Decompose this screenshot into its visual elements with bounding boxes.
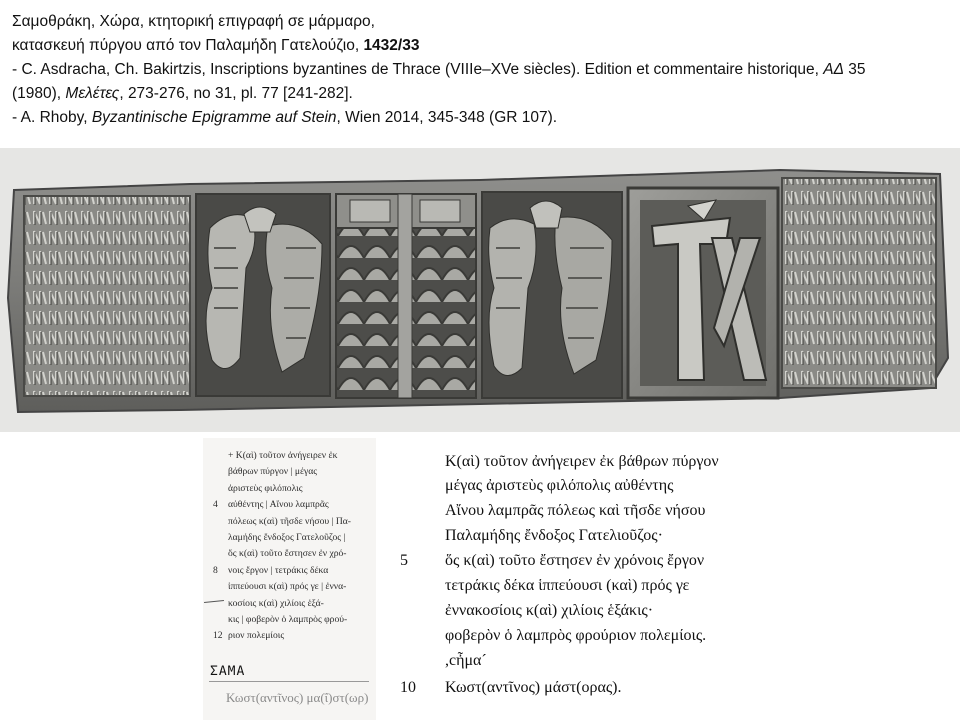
- marble-slab-drawing: [0, 148, 960, 432]
- reference-2-author: - A. Rhoby,: [12, 109, 92, 126]
- scan-line-text: ὅς κ(αὶ) τοῦτο ἔστησεν ἐν χρό-: [228, 548, 347, 560]
- reference-1-year: (1980),: [12, 85, 66, 102]
- reference-2-title: Byzantinische Epigramme auf Stein: [91, 109, 337, 126]
- header: [12, 10, 952, 130]
- reference-1: [12, 58, 952, 82]
- scan-line-text: λαμήδης ἔνδοξος Γατελοῦζος |: [228, 531, 346, 543]
- transcription-line-text: ,cἦμα´: [445, 652, 487, 669]
- title-line-2-text: κατασκευή πύργου από τον Παλαμήδη Γατελούζιο,: [12, 37, 364, 54]
- transcription-line-number: 10: [400, 679, 416, 696]
- scan-line-text: πόλεως κ(αὶ) τῆσδε νήσου | Πα-: [228, 515, 351, 527]
- transcription-line-text: φοβερὸν ὁ λαμπρὸς φρούριον πολεμίοις.: [445, 627, 707, 644]
- edition-scan-signature: Κωστ(αντῖνος) μα(ΐ)στ(ωρ): [226, 690, 369, 705]
- scan-line-text: βάθρων πύργον | μέγας: [228, 466, 318, 478]
- reference-2-details: , Wien 2014, 345-348 (GR 107).: [336, 109, 558, 126]
- reference-1-text: - C. Asdracha, Ch. Bakirtzis, Inscriptions byzantines de Thrace (VIIIe–XVe siècles). Edition et commentaire historique,: [12, 61, 824, 78]
- transcription-line-text: ἐννακοσίοις κ(αὶ) χιλίοις ἑξάκις·: [445, 602, 654, 619]
- scan-line-number: 4: [213, 499, 218, 511]
- scan-line: [213, 612, 373, 628]
- transcription-line-text: Κωστ(αντῖνος) μάστ(ορας).: [445, 679, 622, 696]
- title-line-2: [12, 34, 952, 58]
- reference-1-volume: 35: [844, 61, 866, 78]
- scan-line: [213, 481, 373, 497]
- reference-1-continued: [12, 82, 952, 106]
- transcription-line-text: Παλαμήδης ἔνδοξος Γατελιοῦζος·: [445, 527, 663, 544]
- transcription-line-text: ὅς κ(αὶ) τοῦτο ἔστησεν ἐν χρόνοις ἔργον: [445, 552, 705, 569]
- scan-line-text: κις | φοβερὸν ὁ λαμπρὸς φρού-: [228, 613, 348, 625]
- scan-line-text: + Κ(αὶ) τοῦτον ἀνήγειρεν ἐκ: [228, 450, 338, 461]
- reference-1-section: Μελέτες: [65, 85, 120, 102]
- transcription-line-text: τετράκις δέκα ἱππεύουσι (καὶ) πρός γε: [445, 577, 690, 594]
- marble-inscription-photo: [0, 148, 960, 432]
- title-date: 1432/33: [363, 37, 420, 54]
- scan-line: [213, 579, 373, 595]
- scan-line: [213, 596, 373, 612]
- transcription-line-text: Κ(αὶ) τοῦτον ἀνήγειρεν ἐκ βάθρων πύργον: [445, 453, 719, 470]
- scan-line-text: νοις ἔργον | τετράκις δέκα: [228, 564, 329, 576]
- scan-line-text: ἀριστεὺς φιλόπολις: [228, 482, 303, 494]
- reference-2: [12, 106, 952, 130]
- transcription-line-text: μέγας ἀριστεὺς φιλόπολις αὐθέντης: [445, 477, 674, 494]
- reference-1-pages: , 273-276, no 31, pl. 77 [241-282].: [119, 85, 353, 102]
- scan-divider: [209, 681, 369, 682]
- reference-1-journal: ΑΔ: [823, 61, 844, 78]
- scan-line: [213, 628, 373, 644]
- scan-line: [213, 514, 373, 530]
- scan-line-text: ριον πολεμίοις: [228, 630, 285, 642]
- scan-line: [213, 448, 373, 464]
- edition-scan-text: [213, 448, 373, 645]
- scan-line-number: 12: [213, 630, 223, 642]
- scan-line-number: 8: [213, 564, 218, 576]
- transcription-line-text: Αἴνου λαμπρᾶς πόλεως καὶ τῆσδε νήσου: [445, 502, 706, 519]
- scan-line: [213, 530, 373, 546]
- scan-line-text: ἱππεύουσι κ(αὶ) πρός γε | ἐννα-: [228, 581, 347, 593]
- scan-line-text: αὐθέντης | Αἴνου λαμπρᾶς: [228, 499, 329, 511]
- title-line-1: Σαμοθράκη, Χώρα, κτητορική επιγραφή σε μάρμαρο,: [12, 13, 375, 30]
- scan-line: [213, 546, 373, 562]
- scan-line: [213, 563, 373, 579]
- scan-line-text: κοσίοις κ(αὶ) χιλίοις ἑξά-: [228, 597, 324, 609]
- handwritten-note: ΣΑΜΑ: [210, 664, 246, 679]
- scan-line: [213, 497, 373, 513]
- scan-line: [213, 464, 373, 480]
- transcription-line-number: 5: [400, 552, 408, 569]
